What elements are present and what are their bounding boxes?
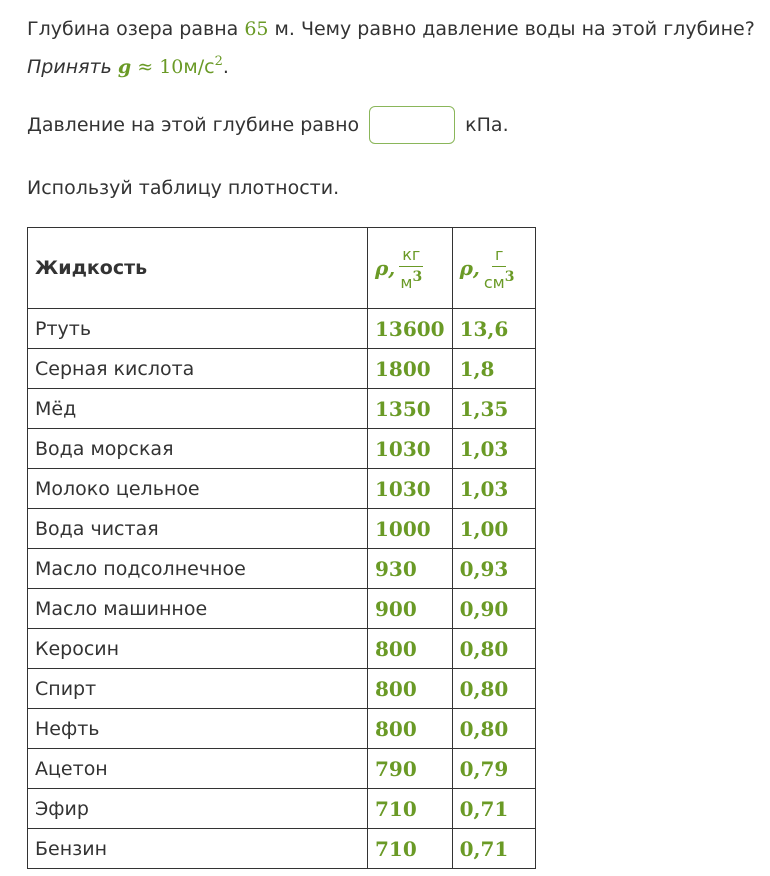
question-part2: м. Чему равно давление воды на этой глубине? <box>268 18 755 40</box>
header-liquid: Жидкость <box>28 228 368 309</box>
answer-row <box>27 104 509 146</box>
answer-input[interactable] <box>369 106 455 144</box>
liquid-name: Бензин <box>28 829 368 869</box>
density-kg: 800 <box>368 709 453 749</box>
question-part1: Глубина озера равна <box>27 18 245 40</box>
table-row <box>28 749 536 789</box>
density-g: 1,35 <box>452 389 535 429</box>
depth-value: 65 <box>244 18 269 40</box>
question-text <box>27 15 755 43</box>
table-header-row <box>28 228 536 309</box>
assume-label: Принять <box>27 56 112 78</box>
unit-m-power: 3 <box>412 268 423 285</box>
density-g: 0,71 <box>452 789 535 829</box>
table-row <box>28 669 536 709</box>
liquid-name: Керосин <box>28 629 368 669</box>
liquid-name: Спирт <box>28 669 368 709</box>
density-g: 0,80 <box>452 629 535 669</box>
answer-unit: кПа. <box>465 114 509 136</box>
density-kg: 13600 <box>368 309 453 349</box>
g-value: 10 <box>159 56 184 78</box>
header-density-g <box>452 228 535 309</box>
answer-label: Давление на этой глубине равно <box>27 114 360 136</box>
density-kg: 800 <box>368 629 453 669</box>
g-power: 2 <box>214 54 223 69</box>
density-g: 0,79 <box>452 749 535 789</box>
liquid-name: Мёд <box>28 389 368 429</box>
density-kg: 1800 <box>368 349 453 389</box>
density-kg: 800 <box>368 669 453 709</box>
density-g: 1,03 <box>452 469 535 509</box>
table-row <box>28 589 536 629</box>
density-kg: 790 <box>368 749 453 789</box>
density-g: 1,8 <box>452 349 535 389</box>
density-kg: 1030 <box>368 469 453 509</box>
density-kg: 930 <box>368 549 453 589</box>
liquid-name: Масло подсолнечное <box>28 549 368 589</box>
header-density-kg <box>368 228 453 309</box>
table-row <box>28 549 536 589</box>
unit-cm: см <box>483 272 505 292</box>
assumption-text <box>27 48 229 81</box>
density-kg: 900 <box>368 589 453 629</box>
unit-kg: кг <box>399 245 423 267</box>
density-g: 0,80 <box>452 709 535 749</box>
density-g: 0,80 <box>452 669 535 709</box>
table-row <box>28 789 536 829</box>
density-g: 0,90 <box>452 589 535 629</box>
table-row <box>28 349 536 389</box>
density-table <box>27 227 536 869</box>
density-g: 0,93 <box>452 549 535 589</box>
density-g: 1,03 <box>452 429 535 469</box>
liquid-name: Вода морская <box>28 429 368 469</box>
density-kg: 710 <box>368 829 453 869</box>
table-row <box>28 709 536 749</box>
unit-cm-power: 3 <box>504 268 515 285</box>
density-g: 13,6 <box>452 309 535 349</box>
assume-end: . <box>222 56 229 78</box>
liquid-name: Эфир <box>28 789 368 829</box>
table-row <box>28 509 536 549</box>
density-kg: 710 <box>368 789 453 829</box>
liquid-name: Молоко цельное <box>28 469 368 509</box>
liquid-name: Нефть <box>28 709 368 749</box>
g-unit: м/с <box>183 56 215 78</box>
unit-m: м <box>400 272 413 292</box>
hint-text: Используй таблицу плотности. <box>27 177 340 199</box>
unit-g: г <box>492 245 506 267</box>
g-symbol: g <box>117 56 132 78</box>
table-row <box>28 629 536 669</box>
table-row <box>28 829 536 869</box>
liquid-name: Серная кислота <box>28 349 368 389</box>
rho-symbol: ρ, <box>375 256 396 280</box>
rho-symbol: ρ, <box>459 256 480 280</box>
liquid-name: Масло машинное <box>28 589 368 629</box>
table-row <box>28 309 536 349</box>
density-kg: 1030 <box>368 429 453 469</box>
table-row <box>28 389 536 429</box>
density-kg: 1000 <box>368 509 453 549</box>
table-row <box>28 429 536 469</box>
table-row <box>28 469 536 509</box>
liquid-name: Ацетон <box>28 749 368 789</box>
liquid-name: Вода чистая <box>28 509 368 549</box>
approx-sign: ≈ <box>137 56 154 78</box>
density-g: 0,71 <box>452 829 535 869</box>
density-kg: 1350 <box>368 389 453 429</box>
liquid-name: Ртуть <box>28 309 368 349</box>
density-g: 1,00 <box>452 509 535 549</box>
